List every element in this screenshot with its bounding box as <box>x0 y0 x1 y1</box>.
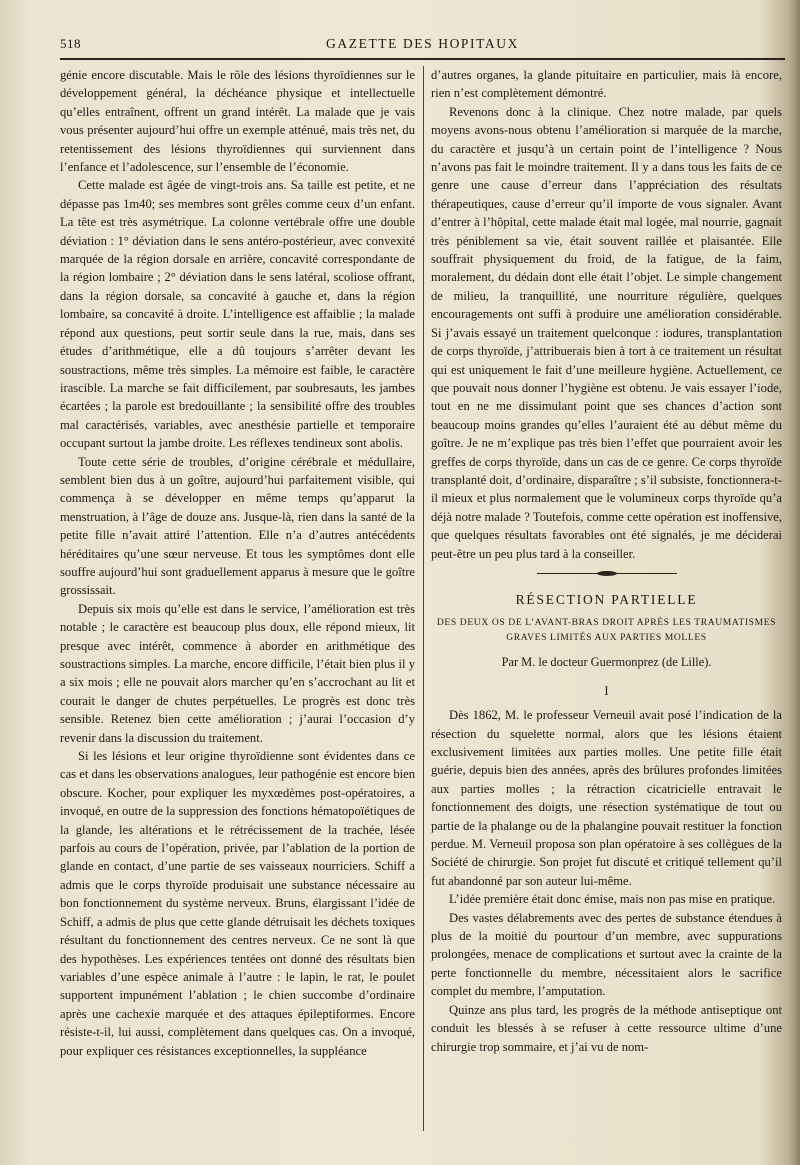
left-column <box>60 66 415 1060</box>
paragraph: Des vastes délabrements avec des pertes de substance étendues à plus de la moitié du pourtour d’un membre, avec suppurations prolongées, menace de complications et surtout avec la crainte de la perte fonctionnelle du membre, nécessitaient alors le sacrifice complet du membre, l’amputation. <box>431 910 782 999</box>
paragraph: d’autres organes, la glande pituitaire en particulier, mais là encore, rien n’est complètement démontré. <box>431 68 782 101</box>
article-title: RÉSECTION PARTIELLE <box>515 591 698 607</box>
page-header <box>60 36 785 56</box>
paragraph: Dès 1862, M. le professeur Verneuil avait posé l’indication de la résection du squelette normal, alors que les lésions étaient exclusivement limitées aux parties molles. Une petite fille était guérie, depuis bien des années, après des brûlures profondes limitées aux parties molles ; la rétraction cicatricielle entravait le fonctionnement des doigts, une résection systématique de tout ou partie de la phalange ou de la phalangine pouvait restituer la fonction perdue. M. Verneuil proposa son plan opératoire à ses collègues de la Société de chirurgie. Son projet fut discuté et critiqué tellement qu’il fut abandonné par son auteur lui-même. <box>431 708 782 888</box>
article-author: Par M. le docteur Guermonprez (de Lille). <box>501 655 712 670</box>
paragraph: génie encore discutable. Mais le rôle des lésions thyroïdiennes sur le développement général, la déchéance physique et intellectuelle qu’elles entraînent, offrent un grand intérêt. La malade que je vais vous présenter aujourd’hui offre un exemple atténué, mais très net, du retentissement des lésions thyroïdiennes qui surviennent dans l’enfance et l’adolescence, sur l’ensemble de l’économie. <box>60 68 415 175</box>
page-number: 518 <box>60 36 81 51</box>
running-title: GAZETTE DES HOPITAUX <box>326 36 519 51</box>
paragraph: Depuis six mois qu’elle est dans le service, l’amélioration est très notable ; le caractère est beaucoup plus doux, elle répond mieux, lit presque avec intérêt, commence à aborder en arithmétique des soustractions simples. La marche, encore difficile, l’était bien plus il y a six mois ; elle ne pouvait alors marcher qu’en s’accrochant au lit et courait le danger de chutes perpétuelles. Le progrès est donc très sensible. Retenez bien cette amélioration ; j’aurai l’occasion d’y revenir dans la discussion du traitement. <box>60 601 415 745</box>
right-column <box>431 66 782 1056</box>
header-rule <box>60 58 785 60</box>
paragraph: Si les lésions et leur origine thyroïdienne sont évidentes dans ce cas et dans les observations analogues, leur pathogénie est encore bien obscure. Kocher, pour expliquer les myxœdèmes post-opératoires, a invoqué, en outre de la suppression des fonctions hématopoïétiques de la glande, les altérations et le rétrécissement de la trachée, lésée parfois au cours de l’opération, privée, par l’ablation de la portion de glande en contact, d’une partie de ses vaisseaux nourriciers. Schiff a admis que le corps thyroïde produisait une substance nécessaire au bon fonctionnement du système nerveux. Bruns, élargissant l’idée de Schiff, a admis de plus que cette glande détruisait les déchets toxiques résultant du fonctionnement des centres nerveux. Ce ne sont là que des hypothèses. Les expériences tentées ont donné des résultats bien variables d’une espèce animale à l’autre : le lapin, le rat, le poulet supportent impunément l’ablation ; le chien succombe d’ordinaire après une cachexie marquée et des attaques épileptiformes. Encore résiste-t-il, lui aussi, complètement dans quelques cas. On a invoqué, pour expliquer ces résistances exceptionnelles, la suppléance <box>60 749 415 1058</box>
paragraph: L’idée première était donc émise, mais non pas mise en pratique. <box>449 892 776 907</box>
article-subtitle: DES DEUX OS DE L’AVANT-BRAS DROIT APRÈS LES TRAUMATISMES GRAVES LIMITÉS AUX PARTIES MOLLES <box>436 617 777 644</box>
ornamental-divider <box>537 571 677 577</box>
paragraph: Toute cette série de troubles, d’origine cérébrale et médullaire, semblent bien dus à un goître, aujourd’hui parfaitement visible, qui commença à se développer en même temps qu’apparut la menstruation, à l’âge de douze ans. Jusque-là, rien dans la santé de la petite fille n’avait attiré l’attention. Elle n’a d’autres antécédents héréditaires qu’une sœur nerveuse. Et tous les symptômes dont elle souffre aujourd’hui sont graduellement apparus à mesure que le goître grossissait. <box>60 454 415 598</box>
paragraph: Revenons donc à la clinique. Chez notre malade, par quels moyens avons-nous obtenu l’amélioration si marquée de la marche, du caractère et jusqu’à un certain point de l’intelligence ? Nous n’avons pas fait le moindre traitement. Il y a dans tous les faits de ce genre une cause d’erreur dans l’appréciation des résultats thérapeutiques, cause d’erreur qu’il importe de vous signaler. Avant d’entrer à l’hôpital, cette malade était mal logée, mal nourrie, gagnait très péniblement sa vie, était souvent raillée et plaisantée. Elle souffrait physiquement du froid, de la fatigue, de la faim, moralement, du dédain dont elle était l’objet. Le simple changement de milieu, la tranquillité, une nourriture régulière, quelques encouragements ont suffi à produire une amélioration considérable. Si j’avais essayé un traitement quelconque : iodures, transplantation de corps thyroïde, j’attribuerais bien à tort à ce traitement un résultat qui est uniquement le fait d’une meilleure hygiène. Actuellement, ce que pouvait nous donner l’hygiène est obtenu. Je vais essayer l’iode, tout en ne me dissimulant point que ses chances d’action sont beaucoup moins grandes qu’elles l’auraient été au début même du goître. Je ne m’explique pas très bien l’effet que pourraient avoir les greffes de corps thyroïde, dans un cas de ce genre. Ce corps thyroïde transplanté doit, d’ordinaire, disparaître ; s’il subsiste, fonctionnera-t-il mieux et plus normalement que le volumineux corps thyroïde qu’a déjà notre malade ? Toutefois, comme cette opération est inoffensive, que quelques résultats favorables ont été signalés, je me déciderai peut-être un peu plus tard à la conseiller. <box>431 104 782 561</box>
paragraph: Quinze ans plus tard, les progrès de la méthode antiseptique ont conduit les blessés à se refuser à cette ressource ultime d’une chirurgie trop sommaire, et j’ai vu de nom- <box>431 1002 782 1054</box>
column-divider <box>423 66 424 1131</box>
section-numeral: I <box>604 683 609 698</box>
paragraph: Cette malade est âgée de vingt-trois ans. Sa taille est petite, et ne dépasse pas 1m40; ses membres sont grêles comme ceux d’un enfant. La tête est très asymétrique. La colonne vertébrale offre une double déviation : 1° déviation dans le sens antéro-postérieur, avec convexité marquée de la région dorsale en arrière, concavité correspondante de la région lombaire ; 2° déviation dans le sens latéral, scoliose offrant, dans la région dorsale, sa concavité à gauche et, dans la région lombaire, sa concavité à droite. L’intelligence est affaiblie ; la malade répond aux questions, peut sortir seule dans la rue, mais, dans ses études d’arithmétique, elle a dû toujours s’arrêter devant les soustractions, même très simples. La mémoire est faible, le caractère irascible. La marche se fait difficilement, par soubresauts, les jambes écartées ; la parole est bredouillante ; la sensibilité offre des troubles mal caractérisés, variables, avec anesthésie partielle et temporaire occupant surtout la jambe droite. Les réflexes tendineux sont abolis. <box>60 178 415 451</box>
